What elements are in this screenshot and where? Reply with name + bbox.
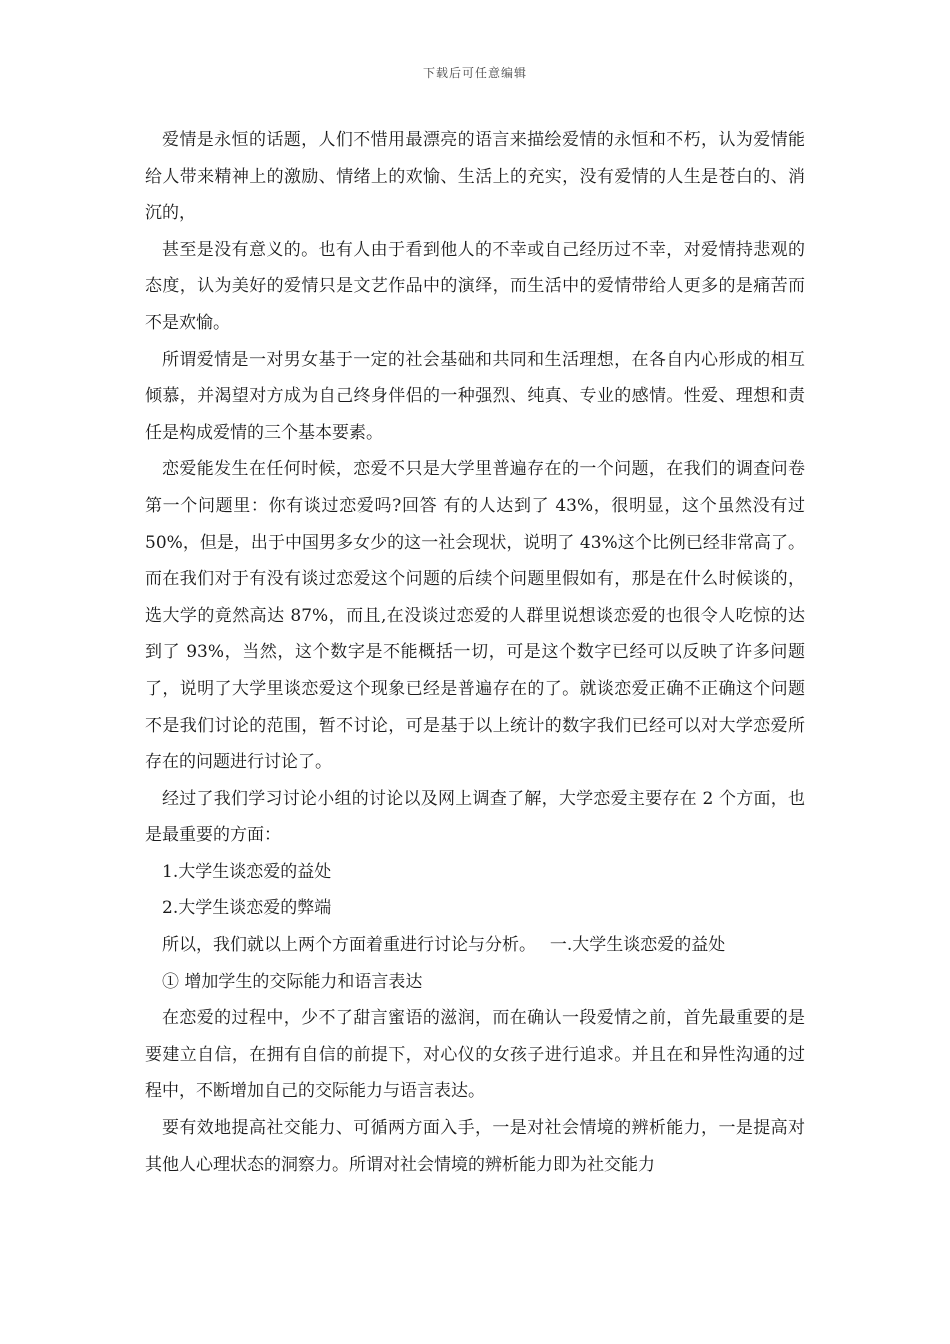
page-header-note: 下载后可任意编辑 [422, 66, 527, 80]
list-item-benefits: 1.大学生谈恋爱的益处 [162, 861, 332, 882]
paragraph-social-skills: 要有效地提高社交能力、可循两方面入手，一是对社会情境的辨析能力，一是提高对其他人心理状态的洞察力。所谓对社会情境的辨析能力即为社交能力 [145, 1118, 805, 1175]
section-heading-benefits: 所以，我们就以上两个方面着重进行讨论与分析。 一.大学生谈恋爱的益处 [162, 935, 726, 956]
paragraph-aspects: 经过了我们学习讨论小组的讨论以及网上调查了解，大学恋爱主要存在 2 个方面，也是最重要的方面： [145, 788, 805, 846]
subheading-communication: ① 增加学生的交际能力和语言表达 [162, 971, 423, 992]
paragraph-communication: 在恋爱的过程中，少不了甜言蜜语的滋润，而在确认一段爱情之前，首先最重要的是要建立自信，在拥有自信的前提下，对心仪的女孩子进行追求。并且在和异性沟通的过程中，不断增加自己的交际能力与语言表达。 [145, 1008, 805, 1102]
paragraph-pessimism: 甚至是没有意义的。也有人由于看到他人的不幸或自己经历过不幸，对爱情持悲观的态度，认为美好的爱情只是文艺作品中的演绎，而生活中的爱情带给人更多的是痛苦而不是欢愉。 [145, 239, 805, 333]
list-item-drawbacks: 2.大学生谈恋爱的弊端 [162, 898, 332, 919]
paragraph-survey: 恋爱能发生在任何时候，恋爱不只是大学里普遍存在的一个问题，在我们的调查问卷第一个问题里：你有谈过恋爱吗?回答 有的人达到了 43%，很明显，这个虽然没有过 50%，但是，出于中国男多女少的这一社会现状，说明了 43%这个比例已经非常高了。而在我们对于有没有谈过恋爱这个问题的后续个问题里假如有，那是在什么时候谈的，选大学的竟然高达 87%，而且,在没谈过恋爱的人群里说想谈恋爱的也很令人吃惊的达到了 93%，当然，这个数字是不能概括一切，可是这个数字已经可以反映了许多问题了，说明了大学里谈恋爱这个现象已经是普遍存在的了。就谈恋爱正确不正确这个问题不是我们讨论的范围，暂不讨论，可是基于以上统计的数字我们已经可以对大学恋爱所存在的问题进行讨论了。 [145, 459, 805, 773]
paragraph-intro: 爱情是永恒的话题，人们不惜用最漂亮的语言来描绘爱情的永恒和不朽，认为爱情能给人带来精神上的激励、情绪上的欢愉、生活上的充实，没有爱情的人生是苍白的、消沉的， [145, 130, 805, 224]
paragraph-definition: 所谓爱情是一对男女基于一定的社会基础和共同和生活理想，在各自内心形成的相互倾慕，并渴望对方成为自己终身伴侣的一种强烈、纯真、专业的感情。性爱、理想和责任是构成爱情的三个基本要素。 [145, 349, 805, 443]
document-body [145, 122, 805, 1183]
